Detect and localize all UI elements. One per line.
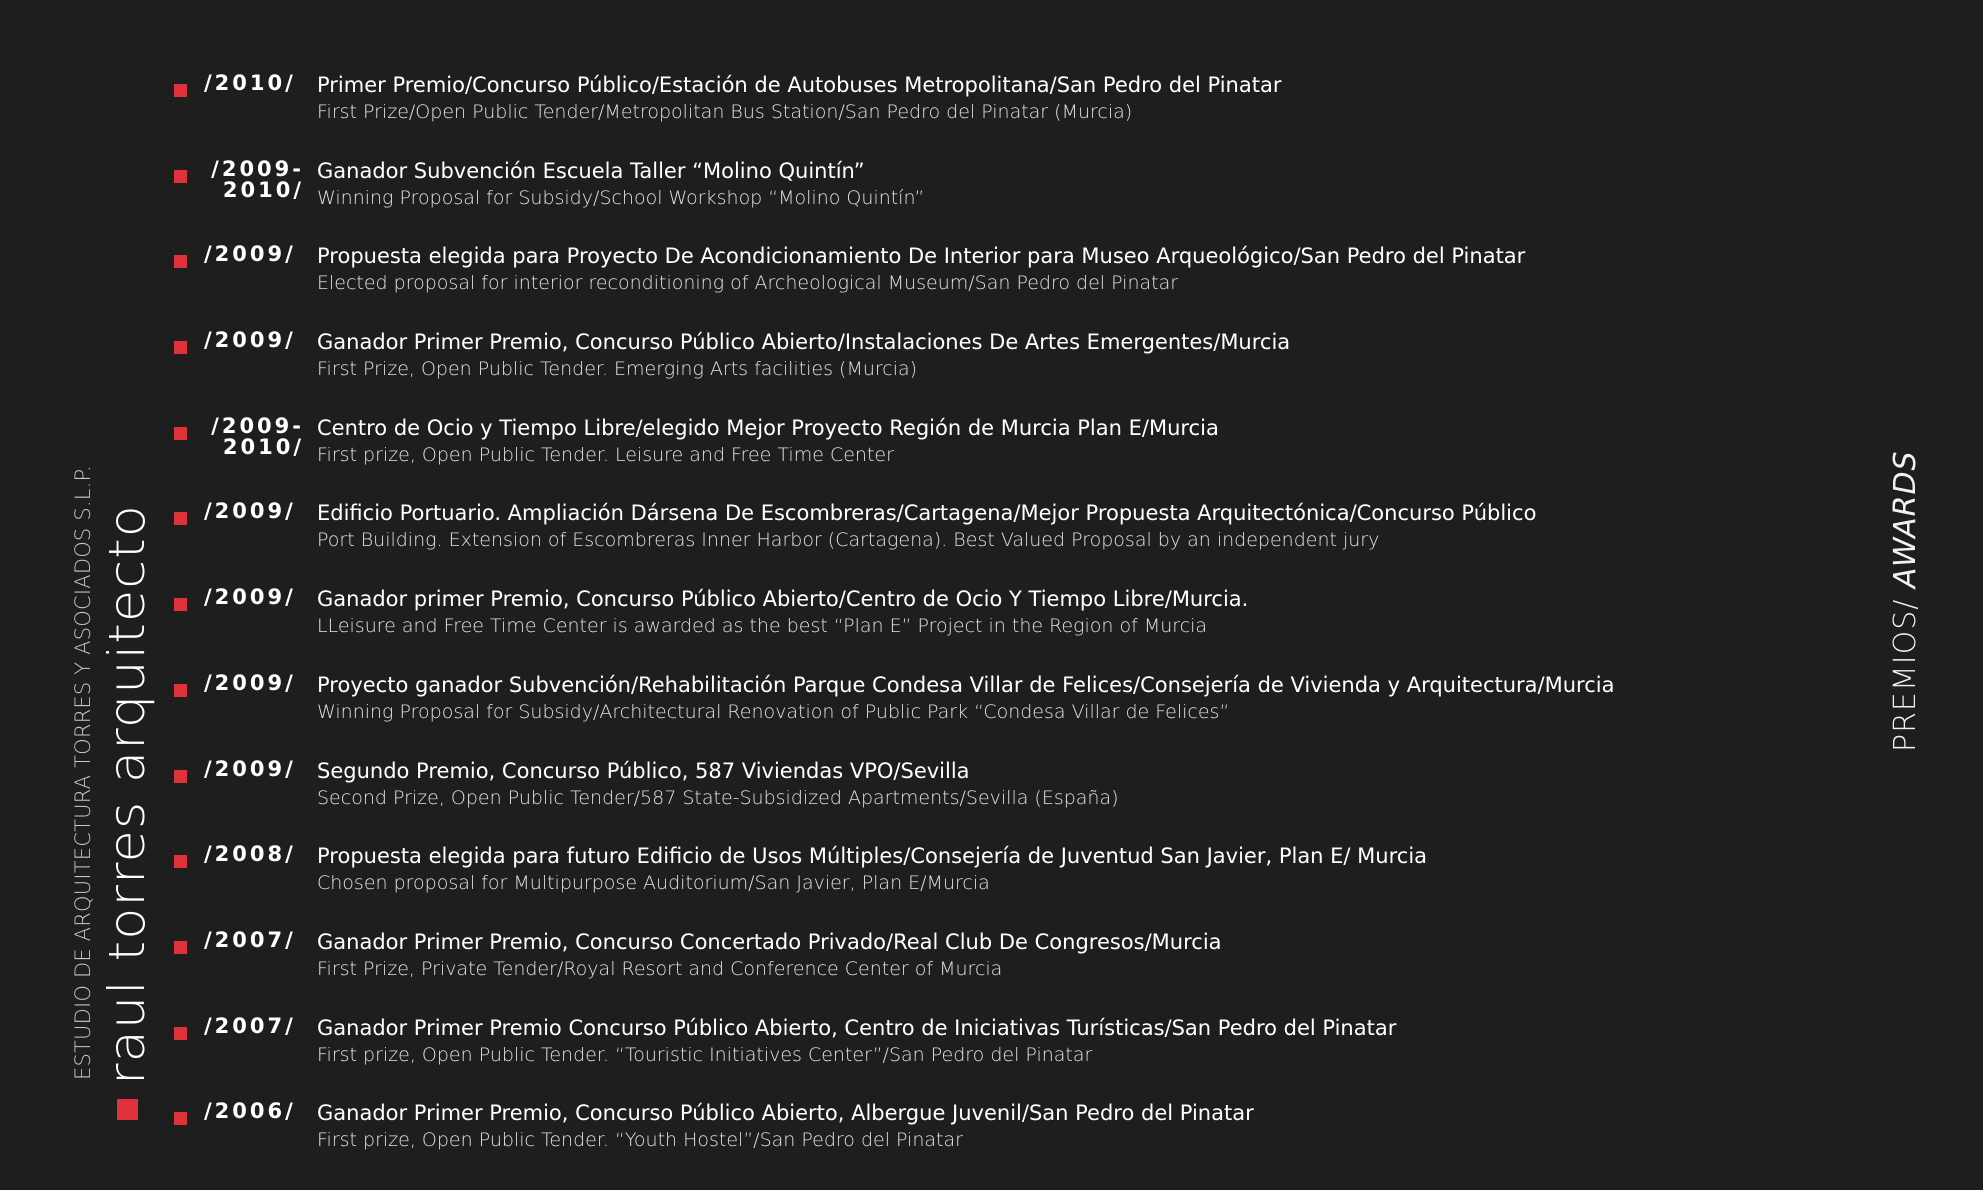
- bullet-square-icon: [174, 770, 187, 783]
- award-text: [317, 672, 1774, 726]
- bullet-square-icon: [174, 427, 187, 440]
- award-title-es: Ganador Primer Premio Concurso Público Abierto, Centro de Iniciativas Turísticas/San Pedro del Pinatar: [317, 1015, 1397, 1040]
- award-year: /2009/: [204, 242, 296, 267]
- award-text: [317, 72, 1774, 126]
- award-item: [174, 929, 1774, 1015]
- award-item: [174, 1100, 1774, 1186]
- award-year: /2006/: [204, 1099, 296, 1124]
- award-item: [174, 415, 1774, 501]
- award-text: [317, 415, 1774, 469]
- award-title-es: Edificio Portuario. Ampliación Dársena De Escombreras/Cartagena/Mejor Propuesta Arquitectónica/Concurso Público: [317, 501, 1537, 526]
- studio-name: ESTUDIO DE ARQUITECTURA TORRES Y ASOCIADOS S.L.P.: [71, 465, 95, 1080]
- award-title-es: Ganador Primer Premio, Concurso Público Abierto/Instalaciones De Artes Emergentes/Murcia: [317, 330, 1291, 355]
- award-item: [174, 1015, 1774, 1101]
- award-title-en: Second Prize, Open Public Tender/587 State-Subsidized Apartments/Sevilla (España): [317, 786, 1119, 809]
- award-item: [174, 243, 1774, 329]
- side-brand: [70, 465, 154, 1120]
- section-title-en: AWARDS: [1888, 450, 1923, 589]
- award-title-es: Primer Premio/Concurso Público/Estación de Autobuses Metropolitana/San Pedro del Pinatar: [317, 73, 1282, 97]
- award-title-en: Port Building. Extension of Escombreras Inner Harbor (Cartagena). Best Valued Proposal by an independent jury: [317, 529, 1380, 552]
- award-title-en: Elected proposal for interior reconditioning of Archeological Museum/San Pedro del Pinatar: [317, 272, 1179, 295]
- award-text: [317, 1015, 1774, 1069]
- award-item: [174, 843, 1774, 929]
- award-title-en: First prize, Open Public Tender. “Youth Hostel”/San Pedro del Pinatar: [317, 1129, 963, 1152]
- award-text: [317, 586, 1774, 640]
- bullet-square-icon: [174, 598, 187, 611]
- section-title-es: PREMIOS/: [1888, 588, 1923, 752]
- award-title-en: First Prize/Open Public Tender/Metropolitan Bus Station/San Pedro del Pinatar (Murcia): [317, 101, 1133, 123]
- award-title-es: Ganador primer Premio, Concurso Público Abierto/Centro de Ocio Y Tiempo Libre/Murcia.: [317, 587, 1249, 612]
- award-title-es: Ganador Primer Premio, Concurso Concertado Privado/Real Club De Congresos/Murcia: [317, 929, 1222, 954]
- award-item: [174, 500, 1774, 586]
- award-title-en: Chosen proposal for Multipurpose Auditorium/San Javier, Plan E/Murcia: [317, 872, 990, 895]
- award-title-en: LLeisure and Free Time Center is awarded as the best “Plan E” Project in the Region of Murcia: [317, 615, 1208, 638]
- award-year: /2009/: [204, 585, 296, 610]
- award-text: [317, 329, 1774, 383]
- award-title-en: Winning Proposal for Subsidy/Architectural Renovation of Public Park “Condesa Villar de Felices”: [317, 700, 1230, 723]
- award-text: [317, 1100, 1774, 1154]
- award-item: [174, 586, 1774, 672]
- award-title-es: Ganador Primer Premio, Concurso Público Abierto, Albergue Juvenil/San Pedro del Pinatar: [317, 1101, 1254, 1126]
- award-title-en: First prize, Open Public Tender. “Touristic Initiatives Center”/San Pedro del Pinatar: [317, 1043, 1093, 1066]
- award-year: /2009/: [204, 670, 296, 695]
- award-item: [174, 72, 1774, 158]
- award-text: [317, 500, 1774, 554]
- bullet-square-icon: [174, 512, 187, 525]
- award-item: [174, 672, 1774, 758]
- award-item: [174, 158, 1774, 244]
- award-text: [317, 243, 1774, 297]
- award-title-es: Centro de Ocio y Tiempo Libre/elegido Mejor Proyecto Región de Murcia Plan E/Murcia: [317, 415, 1219, 440]
- bullet-square-icon: [174, 170, 187, 183]
- award-year: /2007/: [204, 927, 296, 952]
- bullet-square-icon: [174, 341, 187, 354]
- award-title-en: First Prize, Private Tender/Royal Resort and Conference Center of Murcia: [317, 957, 1003, 980]
- award-text: [317, 158, 1774, 212]
- award-item: [174, 758, 1774, 844]
- bullet-square-icon: [174, 941, 187, 954]
- award-year: /2009- 2010/: [211, 156, 304, 202]
- award-title-es: Propuesta elegida para futuro Edificio de Usos Múltiples/Consejería de Juventud San Javier, Plan E/ Murcia: [317, 844, 1428, 869]
- bullet-square-icon: [174, 1027, 187, 1040]
- brand-row: [100, 465, 154, 1120]
- award-text: [317, 758, 1774, 812]
- award-title-en: First Prize, Open Public Tender. Emerging Arts facilities (Murcia): [317, 358, 918, 381]
- award-year: /2009/: [204, 756, 296, 781]
- bullet-square-icon: [174, 1112, 187, 1125]
- section-title: [1888, 450, 1923, 752]
- award-year: /2007/: [204, 1013, 296, 1038]
- award-year: /2009- 2010/: [211, 413, 304, 459]
- awards-list: [174, 72, 1774, 1186]
- award-item: [174, 329, 1774, 415]
- award-year: /2010/: [204, 71, 296, 95]
- award-text: [317, 929, 1774, 983]
- award-text: [317, 843, 1774, 897]
- award-year: /2009/: [204, 328, 296, 353]
- award-year: /2009/: [204, 499, 296, 524]
- award-year: /2008/: [204, 842, 296, 867]
- bullet-square-icon: [174, 855, 187, 868]
- award-title-es: Proyecto ganador Subvención/Rehabilitación Parque Condesa Villar de Felices/Consejería de Vivienda y Arquitectura/Murcia: [317, 672, 1615, 697]
- award-title-en: Winning Proposal for Subsidy/School Workshop “Molino Quintín”: [317, 186, 925, 209]
- award-title-es: Segundo Premio, Concurso Público, 587 Viviendas VPO/Sevilla: [317, 758, 970, 783]
- brand-square-icon: [117, 1099, 138, 1120]
- bullet-square-icon: [174, 684, 187, 697]
- award-title-es: Ganador Subvención Escuela Taller “Molino Quintín”: [317, 158, 865, 183]
- award-title-en: First prize, Open Public Tender. Leisure and Free Time Center: [317, 443, 894, 466]
- bullet-square-icon: [174, 84, 187, 97]
- award-title-es: Propuesta elegida para Proyecto De Acondicionamiento De Interior para Museo Arqueológico/San Pedro del Pinatar: [317, 244, 1526, 269]
- bullet-square-icon: [174, 255, 187, 268]
- brand-logo-text: raul torres arquitecto: [98, 504, 156, 1085]
